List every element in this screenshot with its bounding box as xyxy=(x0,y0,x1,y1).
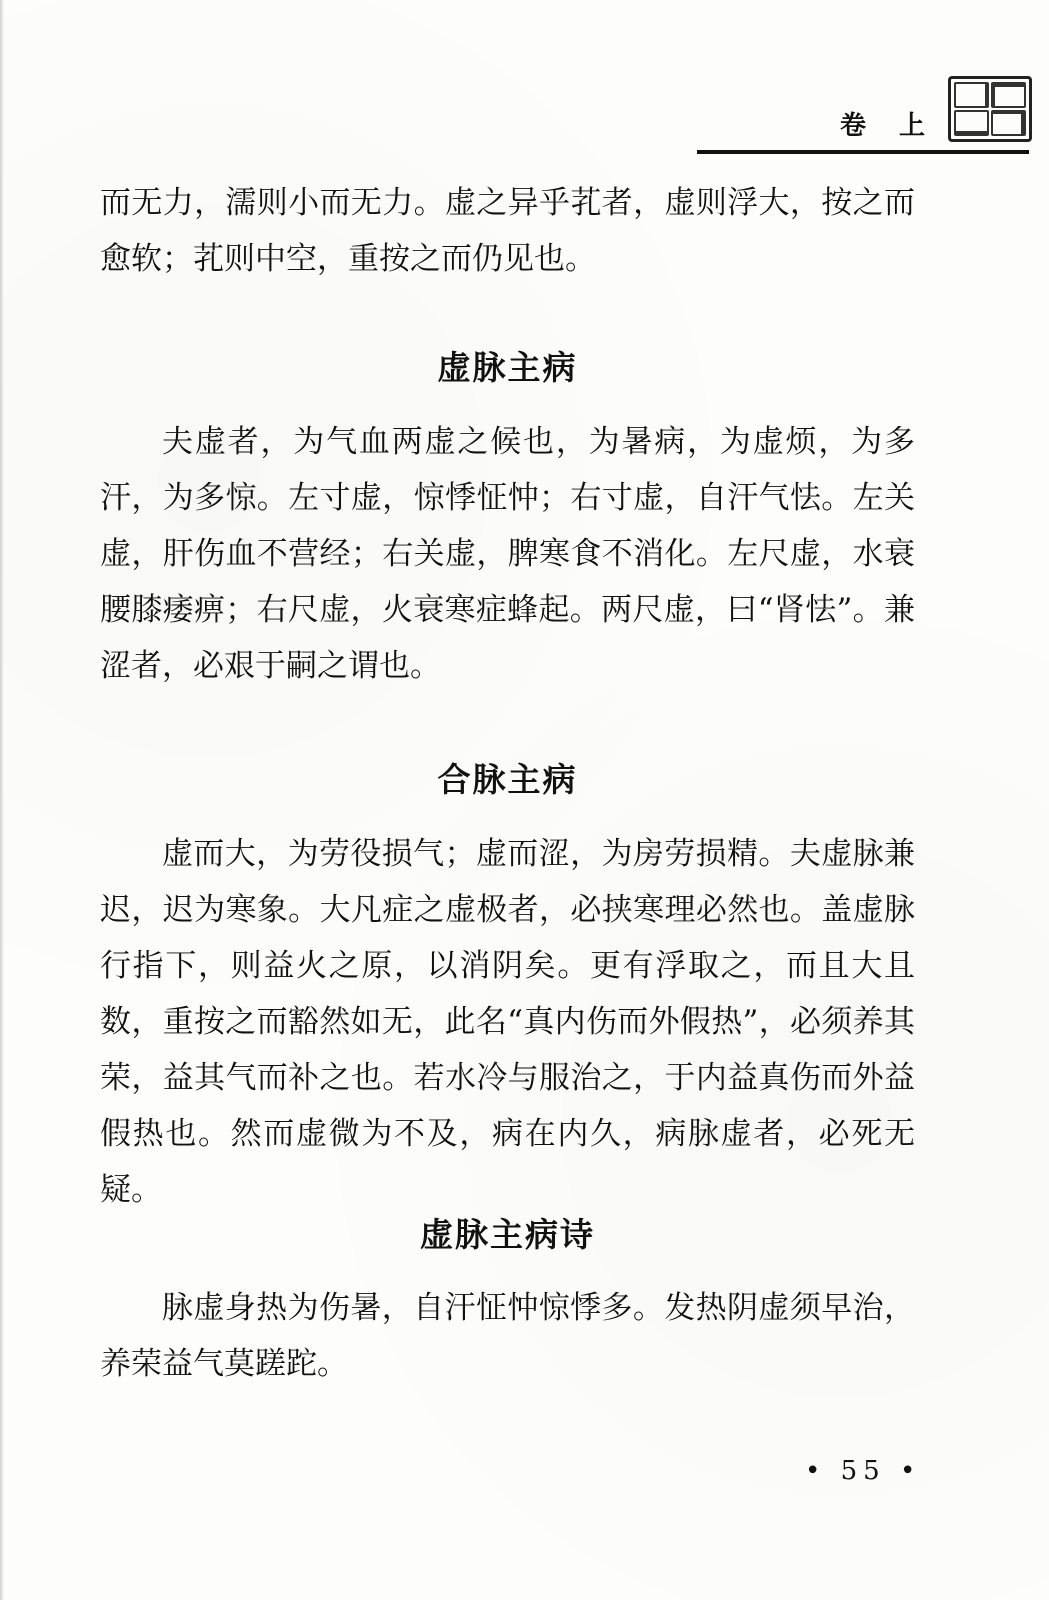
running-head: 卷 上 xyxy=(840,111,938,141)
seal-logo-icon xyxy=(948,76,1032,142)
section-body-xumai-zhubing-shi: 脉虚身热为伤暑，自汗怔忡惊悸多。发热阴虚须早治，养荣益气莫蹉跎。 xyxy=(100,1290,915,1382)
section-title-xumai-zhubing-shi: 虚脉主病诗 xyxy=(420,1215,595,1254)
header-rule xyxy=(697,150,1029,154)
section-title-xumai-zhubing: 虚脉主病 xyxy=(437,348,578,387)
continuation-paragraph: 而无力，濡则小而无力。虚之异乎芤者，虚则浮大，按之而愈软；芤则中空，重按之而仍见也。 xyxy=(100,185,915,277)
section-body-xumai-zhubing: 夫虚者，为气血两虚之候也，为暑病，为虚烦，为多汗，为多惊。左寸虚，惊悸怔忡；右寸虚，自汗气怯。左关虚，肝伤血不营经；右关虚，脾寒食不消化。左尺虚，水衰腰膝痿痹；右尺虚，火衰寒症蜂起。两尺虚，曰“肾怯”。兼涩者，必艰于嗣之谓也。 xyxy=(100,424,915,684)
section-body-hemai-zhubing: 虚而大，为劳役损气；虚而涩，为房劳损精。夫虚脉兼迟，迟为寒象。大凡症之虚极者，必挟寒理必然也。盖虚脉行指下，则益火之原，以消阴矣。更有浮取之，而且大且数，重按之而豁然如无，此名“真内伤而外假热”，必须养其荣，益其气而补之也。若水冷与服治之，于内益真伤而外益假热也。然而虚微为不及，病在内久，病脉虚者，必死无疑。 xyxy=(100,836,915,1208)
page-number: • 55 • xyxy=(805,1456,922,1486)
page-edge-shadow xyxy=(0,0,4,1600)
section-title-hemai-zhubing: 合脉主病 xyxy=(437,760,578,799)
